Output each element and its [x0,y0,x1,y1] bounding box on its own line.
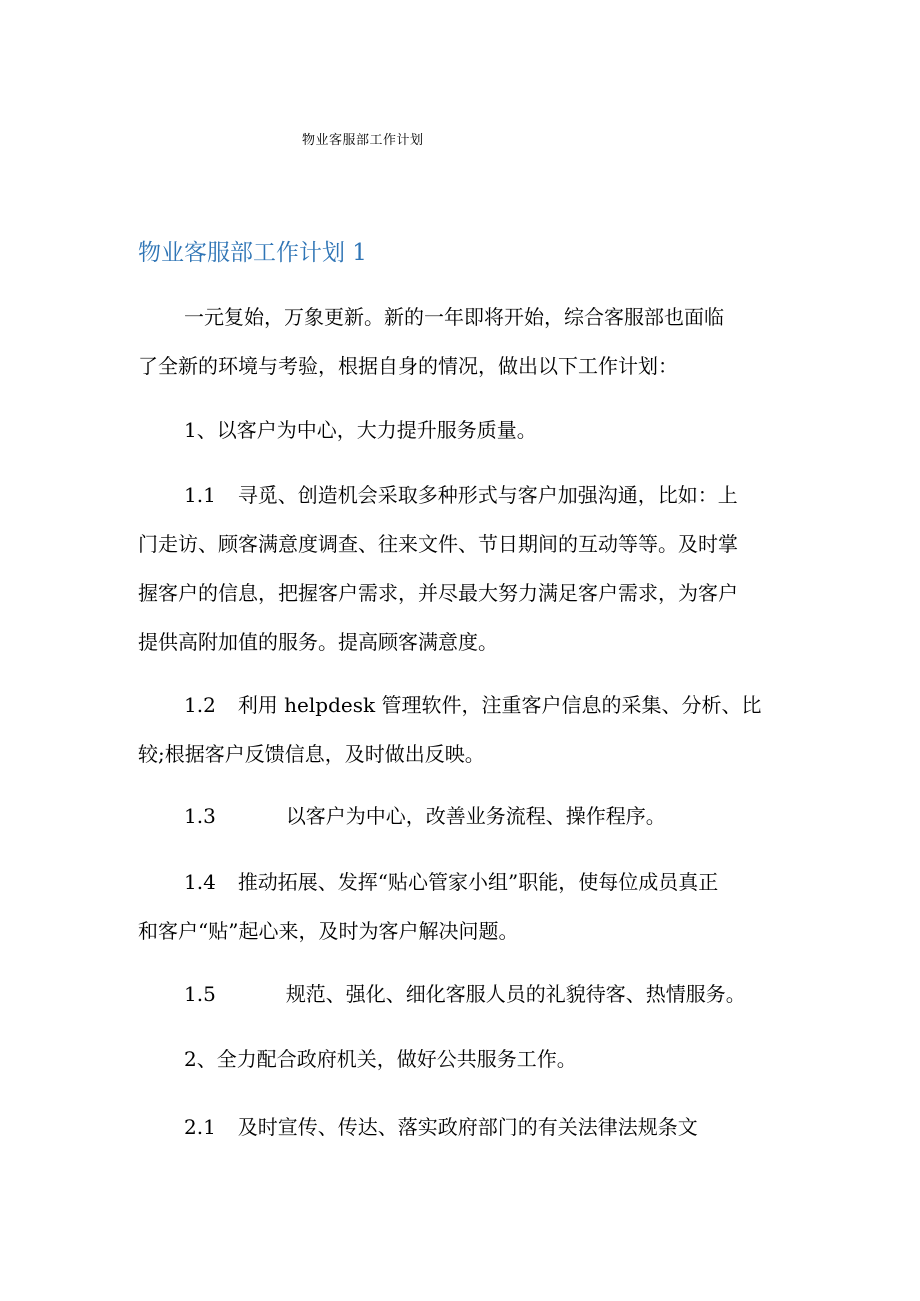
item-number: 1.2 [184,693,216,717]
item-text: 以客户为中心，改善业务流程、操作程序。 [285,804,666,828]
item-number: 1.4 [184,870,216,894]
paragraph-line: 提供高附加值的服务。提高顾客满意度。 [138,630,498,654]
page-header: 物业客服部工作计划 [302,133,424,148]
item-number: 1.1 [184,483,216,507]
item-1-2-paragraph [138,681,788,779]
item-text: 寻觅、创造机会采取多种形式与客户加强沟通，比如：上 [237,483,738,507]
item-text: 规范、强化、细化客服人员的礼貌待客、热情服务。 [285,982,746,1006]
section-2-heading [138,1035,788,1084]
paragraph-line: 2、全力配合政府机关，做好公共服务工作。 [184,1047,577,1071]
item-text: 利用 helpdesk 管理软件，注重客户信息的采集、分析、比 [237,693,762,717]
item-2-1-paragraph [138,1103,788,1152]
paragraph-line: 了全新的环境与考验，根据自身的情况，做出以下工作计划： [138,354,678,378]
paragraph-line [138,970,788,1019]
item-1-1-paragraph [138,471,788,667]
paragraph-line: 较;根据客户反馈信息，及时做出反映。 [138,742,485,766]
paragraph-line: 一元复始，万象更新。新的一年即将开始，综合客服部也面临 [184,305,724,329]
item-text: 推动拓展、发挥“贴心管家小组”职能，使每位成员真正 [237,870,719,894]
section-1-heading [138,406,788,455]
paragraph-line: 门走访、顾客满意度调查、往来文件、节日期间的互动等等。及时掌 [138,532,738,556]
section-title: 物业客服部工作计划 1 [138,240,367,266]
item-1-3-paragraph [138,792,788,841]
paragraph-line [138,858,788,907]
item-number: 1.5 [184,982,216,1006]
item-1-5-paragraph [138,970,788,1019]
item-number: 2.1 [184,1115,216,1139]
intro-paragraph [138,293,788,391]
paragraph-line: 握客户的信息，把握客户需求，并尽最大努力满足客户需求，为客户 [138,581,738,605]
paragraph-line [138,1103,788,1152]
item-text: 及时宣传、传达、落实政府部门的有关法律法规条文 [237,1115,698,1139]
paragraph-line [138,792,788,841]
paragraph-line [138,471,788,520]
paragraph-line: 和客户“贴”起心来，及时为客户解决问题。 [138,919,519,943]
paragraph-line: 1、以客户为中心，大力提升服务质量。 [184,418,537,442]
item-number: 1.3 [184,804,216,828]
paragraph-line [138,681,788,730]
item-1-4-paragraph [138,858,788,956]
